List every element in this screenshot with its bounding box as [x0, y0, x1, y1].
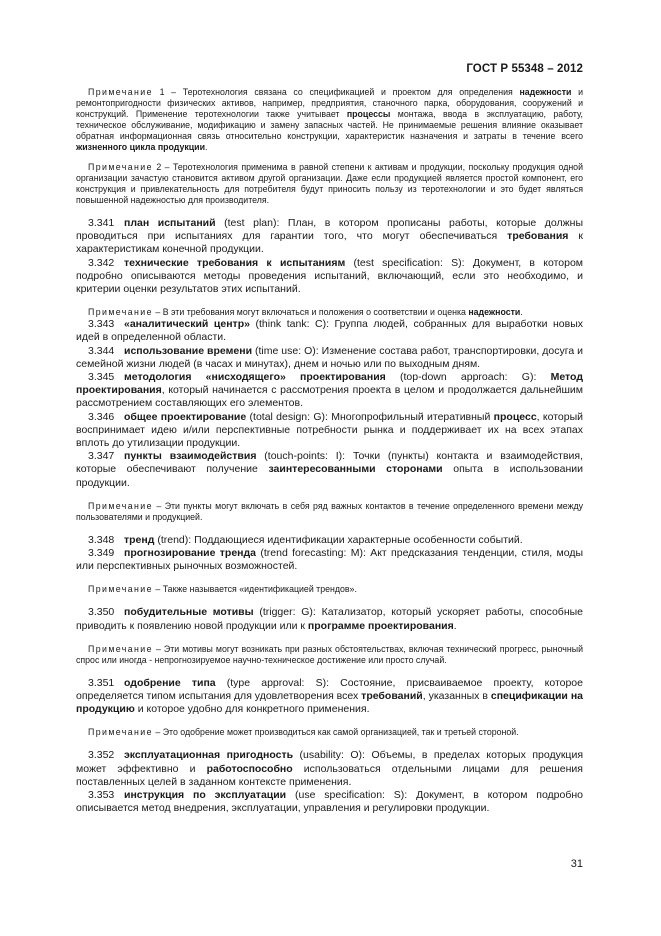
term-number: 3.342	[88, 256, 115, 269]
text-run: (total design: G): Многопрофильный итеративный	[246, 410, 494, 423]
standard-header: ГОСТ Р 55348 – 2012	[466, 63, 583, 75]
bold-term: тренд	[124, 533, 155, 546]
term-number: 3.344	[88, 344, 115, 357]
note-paragraph	[76, 644, 583, 666]
term-definition	[76, 677, 583, 717]
term-definition	[76, 411, 583, 451]
note-paragraph	[76, 87, 583, 153]
note-paragraph	[76, 584, 583, 595]
document-body	[76, 87, 583, 816]
text-run: .	[205, 142, 208, 152]
bold-term: «аналитический центр»	[124, 318, 250, 331]
note-paragraph	[76, 501, 583, 523]
note-label: Примечание	[88, 307, 153, 318]
text-run: – Эти мотивы могут возникать при разных обстоятельствах, включая технический прогресс, рыночный спрос или иногда - непрогнозируемое научно-техническое достижение или просто случай.	[76, 643, 583, 665]
text-run: 1 – Теротехнология связана со спецификацией и проектом для определения	[152, 87, 520, 97]
note-label: Примечание	[88, 87, 153, 97]
text-run: (test specification: S): Документ, в котором подробно описываются методы проведения испытаний, включающий, если это необходимо, и критерии оценки результатов этих испытаний.	[76, 256, 584, 296]
term-definition	[76, 217, 583, 257]
text-run: – Это одобрение может производиться как самой организацией, так и третьей стороной.	[152, 727, 519, 738]
text-run: – В эти требования могут включаться и положения о соответствии и оценка	[152, 307, 469, 318]
bold-term: прогнозирование тренда	[124, 547, 257, 560]
bold-term: процессы	[346, 109, 391, 119]
note-paragraph	[76, 727, 583, 738]
note-label: Примечание	[88, 643, 153, 654]
bold-term: инструкция по эксплуатации	[124, 789, 287, 802]
bold-term: требования	[507, 230, 569, 243]
term-number: 3.346	[88, 410, 115, 423]
text-run: (test plan): План, в котором прописаны работы, которые должны проводиться при испытаниях для гарантии того, что могут обеспечиваться	[76, 217, 584, 243]
bold-term: надежности	[468, 307, 521, 318]
text-run: (trigger: G): Катализатор, который ускоряет работы, способные приводить к появлению новой продукции или к	[76, 606, 584, 632]
text-run: (time use: O): Изменение состава работ, транспортировки, досуга и семейной жизни людей (в часах и минутах), днем и ночью или по выходным дням.	[76, 344, 584, 370]
text-run: , который начинается с рассмотрения проекта в целом и продолжается дальнейшим рассмотрением составляющих его элементов.	[76, 384, 583, 410]
text-run: (usability: O): Объемы, в пределах которых продукция может эффективно и	[76, 749, 583, 775]
bold-term: процесс	[493, 410, 537, 423]
page-number: 31	[570, 858, 583, 870]
text-run: .	[453, 619, 457, 632]
text-run: , который воспринимает идею и/или перспективные потребности рынка и поддерживает их на всех этапах вплоть до утилизации продукции.	[76, 410, 583, 450]
bold-term: программе проектирования	[307, 619, 454, 632]
bold-term: побудительные мотивы	[124, 606, 254, 619]
text-run: (touch-points: I): Точки (пункты) контакта и взаимодействия, которые обеспечивают получение	[76, 450, 583, 476]
term-definition	[76, 606, 583, 632]
term-definition	[76, 371, 583, 411]
text-run: (use specification: S): Документ, в котором подробно описывается метод внедрения, эксплуатации, управления и регулировки продукции.	[76, 789, 584, 815]
text-run: использоваться отдельными лицами для решения поставленных целей в заданном контексте применения.	[76, 762, 583, 788]
text-run: (top-down approach: G):	[385, 371, 551, 384]
text-run: .	[520, 307, 523, 318]
text-run: к характеристикам конечной продукции.	[76, 230, 583, 256]
bold-term: одобрение типа	[124, 676, 216, 689]
term-definition	[76, 534, 583, 547]
term-definition	[76, 547, 583, 573]
text-run: и которое удобно для конкретного применения.	[134, 703, 370, 716]
note-label: Примечание	[88, 162, 153, 172]
bold-term: использование времени	[124, 344, 253, 357]
term-number: 3.352	[88, 749, 115, 762]
term-number: 3.348	[88, 533, 115, 546]
bold-term: жизненного цикла продукции	[76, 142, 205, 152]
bold-term: план испытаний	[124, 217, 216, 229]
term-definition	[76, 450, 583, 490]
bold-term: надежности	[519, 87, 572, 97]
term-number: 3.345	[88, 371, 115, 384]
text-run: 2 – Теротехнология применима в равной степени к активам и продукции, поскольку продукция одной организации зачастую становится активом другой организации. Даже если продукцией является простой компонент, его конструкция и привлекательность для потребителя будут приносить пользу из теротехнологии и это будет являться повышенной надежностью для производителя.	[76, 162, 583, 205]
text-run: – Эти пункты могут включать в себя ряд важных контактов в течение определенного времени между пользователями и продукцией.	[76, 500, 583, 522]
text-run: , указанных в	[422, 690, 491, 703]
note-label: Примечание	[88, 584, 153, 595]
bold-term: эксплуатационная пригодность	[124, 749, 294, 762]
term-number: 3.343	[88, 318, 115, 331]
text-run: монтажа, ввода в эксплуатацию, работу, техническое обслуживание, модификацию и замену запасных частей. Не принимаемые решения влияние оказывает обратная информационная связь относительно конструкции, характеристик назначения и затраты в течение всего	[76, 109, 583, 141]
bold-term: требований	[361, 690, 423, 703]
note-paragraph	[76, 307, 583, 318]
bold-term: спецификации на продукцию	[76, 690, 583, 716]
note-label: Примечание	[88, 500, 153, 511]
term-number: 3.350	[88, 606, 115, 619]
bold-term: работоспособно	[206, 762, 293, 775]
text-run: – Также называется «идентификацией трендов».	[152, 584, 357, 595]
term-definition	[76, 789, 583, 815]
text-run: (think tank: C): Группа людей, собранных для выработки новых идей в определенной области.	[76, 318, 583, 344]
bold-term: пункты взаимодействия	[124, 450, 257, 463]
text-run: (trend): Поддающиеся идентификации характерные особенности событий.	[154, 533, 523, 546]
bold-term: методология «нисходящего» проектирования	[124, 371, 386, 384]
text-run: (type approval: S): Состояние, присваиваемое проекту, которое определяется типом испытания для удовлетворения всех	[76, 676, 583, 703]
text-run: опыта в использовании продукции.	[76, 463, 583, 489]
term-number: 3.353	[88, 789, 115, 802]
note-paragraph	[76, 162, 583, 206]
term-definition	[76, 257, 583, 297]
term-number: 3.349	[88, 547, 115, 560]
bold-term: заинтересованными сторонами	[268, 463, 443, 476]
term-definition	[76, 318, 583, 344]
term-definition	[76, 749, 583, 789]
bold-term: Метод проектирования	[76, 371, 583, 397]
term-definition	[76, 345, 583, 371]
text-run: (trend forecasting: M): Акт предсказания тенденции, стиля, моды или перспективных рыночных возможностей.	[76, 547, 583, 573]
bold-term: общее проектирование	[124, 410, 247, 423]
term-number: 3.351	[88, 676, 115, 689]
note-label: Примечание	[88, 727, 153, 738]
bold-term: технические требования к испытаниям	[124, 256, 346, 269]
term-number: 3.341	[88, 217, 115, 229]
term-number: 3.347	[88, 450, 115, 463]
text-run: и ремонтопригодности физических активов, например, предприятия, станочного парка, оборудования, сооружений и конструкций. Применение теротехнологии также учитывает	[76, 87, 584, 119]
